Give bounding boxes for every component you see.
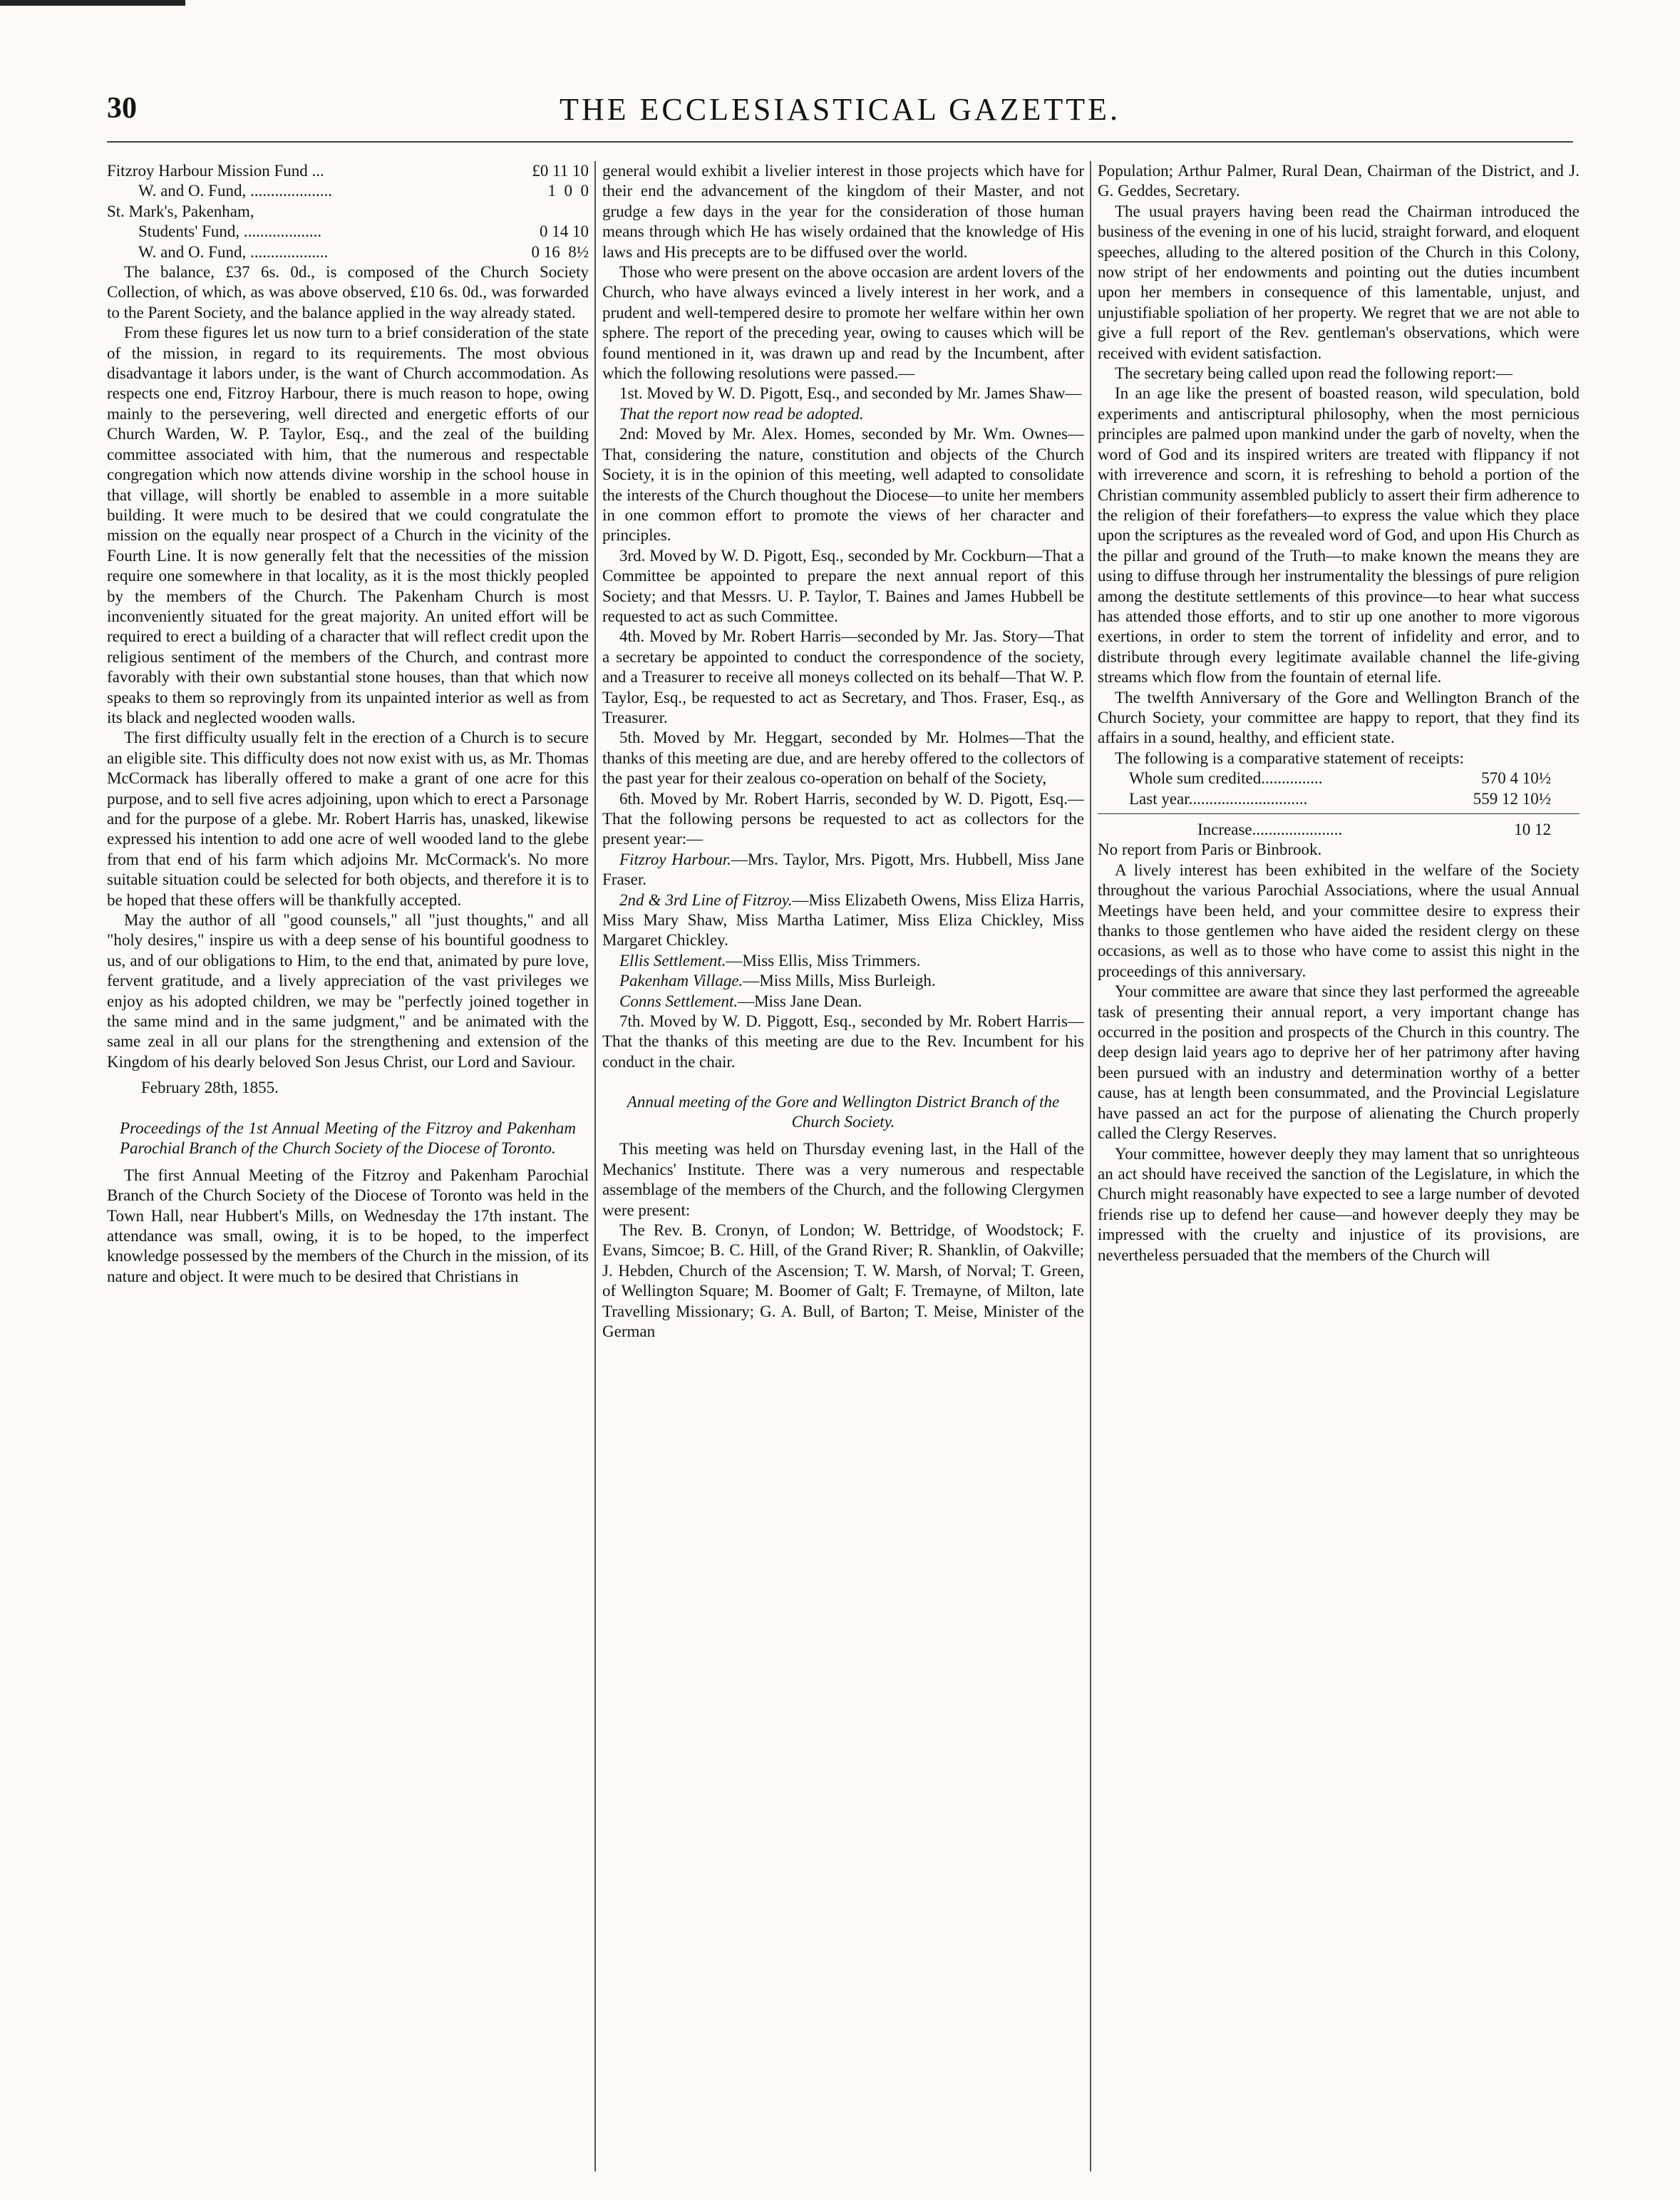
paragraph: The twelfth Anniversary of the Gore and Wellington Branch of the Church Society, your committee are happy to report, that they find its affairs in a sound, healthy, and efficient state. [1098,688,1579,747]
top-rule-mark [0,0,185,6]
fund-amount: 0 16 8½ [531,242,589,261]
page-number: 30 [107,92,137,125]
collector-entry [602,951,1084,971]
paragraph: general would exhibit a livelier interest in those projects which have for their end the advancement of the kingdom of their Master, and not grudge a few days in the year for the consideration of those human means through which He has wisely ordained that the knowledge of His laws and His precepts are to be diffused over the world. [602,162,1084,261]
column-divider [1090,161,1091,2171]
header-rule [107,141,1573,143]
collector-names: —Miss Jane Dean. [738,992,862,1010]
resolution: 4th. Moved by Mr. Robert Harris—seconded by Mr. Jas. Story—That a secretary be appointed to conduct the correspondence of the society, and a Treasurer to receive all moneys collected on its behalf—That W. P. Taylor, Esq., be requested to act as Secretary, and Thos. Fraser, Esq., as Treasurer. [602,627,1084,726]
resolution: 2nd: Moved by Mr. Alex. Homes, seconded by Mr. Wm. Ownes—That, considering the nature, constitution and objects of the Church Society, it is in the opinion of this meeting, well adapted to consolidate the interests of the Church thoughout the Diocese—to unite her members in one common effort to promote the views of her character and principles. [602,425,1084,545]
paragraph: The first difficulty usually felt in the erection of a Church is to secure an eligible site. This difficulty does not now exist with us, as Mr. Thomas McCormack has liberally offered to make a grant of one acre for this purpose, and to sell five acres adjoining, upon which to erect a Parsonage and for the purpose of a glebe. Mr. Robert Harris has, unasked, likewise expressed his intention to add one acre of well wooded land to the glebe from that end of his farm which adjoins Mr. McCormack's. No more suitable situation could be selected for both objects, and therefore it is to be hoped that these offers will be thankfully accepted. [107,729,589,909]
collector-place: Ellis Settlement. [619,951,726,970]
receipt-amount: 559 12 10½ [1473,789,1551,808]
collector-names: —Miss Elizabeth Owens, Miss Eliza Harris, Miss Mary Shaw, Miss Martha Latimer, Miss Eliza Chickley, Miss Margaret Chickley. [602,890,1084,950]
fund-label: St. Mark's, Pakenham, [107,202,254,220]
increase-row [1098,813,1579,840]
paragraph: The first Annual Meeting of the Fitzroy and Pakenham Parochial Branch of the Church Society of the Diocese of Toronto was held in the Town Hall, near Hubbert's Mills, on Wednesday the 17th instant. The attendance was small, owing, it is to be hoped, to the imperfect knowledge possessed by the members of the Church in the mission, of its nature and object. It were much to be desired that Christians in [107,1166,589,1285]
letter-date: February 28th, 1855. [141,1079,279,1097]
receipt-label: Whole sum credited............... [1129,769,1323,788]
collector-entry [602,992,1084,1012]
column-2 [602,161,1084,2171]
paragraph: May the author of all "good counsels," all "just thoughts," and all "holy desires," inspire us with a deep sense of his bountiful goodness to us, and of our obligations to Him, to the end that, animated by pure love, fervent gratitude, and a lively appreciation of the vast privileges we enjoy as his adopted children, we may be "perfectly joined together in the same mind and in the same judgment," and be animated with the same zeal in all our plans for the strengthening and extension of the Kingdom of his dearly beloved Son Jesus Christ, our Lord and Saviour. [107,911,589,1071]
fund-amount: 1 0 0 [547,182,589,200]
receipt-amount: 570 4 10½ [1481,769,1551,788]
paragraph: The secretary being called upon read the following report:— [1115,364,1513,383]
column-1 [107,161,589,2171]
fund-row [107,222,589,242]
column-divider [594,161,596,2171]
paragraph: The Rev. B. Cronyn, of London; W. Bettridge, of Woodstock; F. Evans, Simcoe; B. C. Hill, of the Grand River; R. Shanklin, of Oakville; J. Hebden, Church of the Ascension; T. W. Marsh, of Norval; T. Green, of Wellington Square; M. Boomer of Galt; F. Tremayne, of Milton, late Travelling Missionary; G. A. Bull, of Barton; T. Meise, Minister of the German [602,1220,1084,1340]
paragraph: Those who were present on the above occasion are ardent lovers of the Church, who have always evinced a lively interest in her work, and a prudent and well-tempered desire to promote her welfare within her own sphere. The report of the preceding year, owing to causes which will be found mentioned in it, was drawn up and read by the Incumbent, after which the following resolutions were passed.— [602,263,1084,383]
fund-row [107,242,589,262]
resolution: 6th. Moved by Mr. Robert Harris, seconded by W. D. Pigott, Esq.—That the following persons be requested to act as collectors for the present year:— [602,789,1084,848]
paragraph: Population; Arthur Palmer, Rural Dean, Chairman of the District, and J. G. Geddes, Secretary. [1098,162,1579,200]
resolution: 5th. Moved by Mr. Heggart, seconded by Mr. Holmes—That the thanks of this meeting are due, and are hereby offered to the collectors of the past year for their zealous co-operation on behalf of the Society, [602,729,1084,788]
collector-names: —Miss Ellis, Miss Trimmers. [726,951,921,970]
collector-entry [602,850,1084,890]
paragraph: The following is a comparative statement of receipts: [1115,749,1464,767]
collector-entry [602,890,1084,951]
receipt-row [1098,789,1579,809]
fund-row [107,202,589,222]
receipt-row [1098,769,1579,788]
receipt-label: Last year............................. [1129,789,1308,808]
increase-amount: 10 12 [1514,821,1551,838]
resolution: 7th. Moved by W. D. Piggott, Esq., seconded by Mr. Robert Harris—That the thanks of this meeting are due to the Rev. Incumbent for his conduct in the chair. [602,1012,1084,1071]
section-heading: Proceedings of the 1st Annual Meeting of the Fitzroy and Pakenham Parochial Branch of the Church Society of the Diocese of Toronto. [120,1119,576,1157]
collector-entry [602,971,1084,991]
fund-label: W. and O. Fund, .................... [138,182,332,200]
resolution-text: That the report now read be adopted. [619,404,864,423]
paragraph: A lively interest has been exhibited in the welfare of the Society throughout the various Parochial Associations, where the usual Annual Meetings have been held, and your committee desire to express their thanks to those gentlemen who have aided the resident clergy on these occasions, as well as to those who have come to assist this night in the proceedings of this anniversary. [1098,860,1579,980]
paragraph: The balance, £37 6s. 0d., is composed of the Church Society Collection, of which, as was above observed, £10 6s. 0d., was forwarded to the Parent Society, and the balance applied in the way already stated. [107,263,589,322]
paragraph: This meeting was held on Thursday evening last, in the Hall of the Mechanics' Institute. There was a very numerous and respectable assemblage of the members of the Church, and the following Clergymen were present: [602,1140,1084,1219]
fund-label: Fitzroy Harbour Mission Fund ... [107,162,324,180]
resolution: 1st. Moved by W. D. Pigott, Esq., and seconded by Mr. James Shaw— [619,384,1082,403]
section-heading: Annual meeting of the Gore and Wellington District Branch of the Church Society. [627,1093,1060,1131]
collector-names: —Miss Mills, Miss Burleigh. [743,972,936,990]
collector-place: 2nd & 3rd Line of Fitzroy. [619,890,793,909]
collector-place: Conns Settlement. [619,992,738,1010]
collector-names: —Mrs. Taylor, Mrs. Pigott, Mrs. Hubbell, Miss Jane Fraser. [602,850,1084,889]
fund-amount: 0 14 10 [540,222,589,241]
page-header [107,91,1573,137]
masthead-title: THE ECCLESIASTICAL GAZETTE. [559,92,1121,127]
paragraph: The usual prayers having been read the Chairman introduced the business of the evening in one of his lucid, straight forward, and eloquent speeches, alluding to the altered position of the Church in this Colony, now stript of her endowments and pointing out the duties incumbent upon her members in consequence of this lamentable, unjust, and unjustifiable spoliation of her property. We regret that we are not able to give a full report of the Rev. gentleman's observations, which were received with evident satisfaction. [1098,202,1579,362]
fund-amount: £0 11 10 [532,162,589,180]
fund-label: Students' Fund, ................... [138,222,322,241]
fund-list [107,161,589,262]
paragraph: In an age like the present of boasted reason, wild speculation, bold experiments and antiscriptural philosophy, when the most pernicious principles are palmed upon mankind under the garb of novelty, when the word of God and its inspired writers are treated with flippancy if not with irreverence and scorn, it is refreshing to behold a portion of the Christian community assembled publicly to assert their firm adherence to the religion of their forefathers—to express the value which they place upon the scriptures as the revealed word of God, and upon His Church as the pillar and ground of the Truth—to make known the means they are using to diffuse through her instrumentality the blessings of pure religion among the destitute settlements of this province—to hear what success has attended those efforts, and to stir up one another to more vigorous exertions, in order to stem the torrent of infidelity and error, and to distribute through every legitimate available channel the life-giving streams which flow from the fountain of eternal life. [1098,384,1579,687]
collector-place: Pakenham Village. [619,972,743,990]
receipt-table [1098,769,1579,809]
column-3 [1098,161,1579,2171]
paragraph: From these figures let us now turn to a brief consideration of the state of the mission, in regard to its requirements. The most obvious disadvantage it labors under, is the want of Church accommodation. As respects one end, Fitzroy Harbour, there is much reason to hope, owing mainly to the persevering, well directed and energetic efforts of our Church Warden, W. P. Taylor, Esq., and the zeal of the building committee associated with him, that the numerous and respectable congregation which now attends divine worship in the school house in that village, will shortly be enabled to assemble in a more suitable building. It were much to be desired that we could congratulate the mission on the equally near prospect of a Church in the vicinity of the Fourth Line. It is now generally felt that the necessities of the mission require one somewhere in that locality, as it is the most thickly peopled by the members of the Church. The Pakenham Church is most inconveniently situated for the great majority. An united effort will be required to erect a building of a character that will reflect credit upon the religious sentiment of the members of the Church, and contrast more favorably with their own substantial stone houses, than that which now speaks to them so reprovingly from its unpainted interior as well as from its black and neglected wooden walls. [107,324,589,726]
fund-row [107,161,589,181]
resolution: 3rd. Moved by W. D. Pigott, Esq., seconded by Mr. Cockburn—That a Committee be appointed to prepare the next annual report of this Society; and that Messrs. U. P. Taylor, T. Baines and James Hubbell be requested to act as such Committee. [602,546,1084,625]
fund-row [107,181,589,201]
increase-label: Increase...................... [1197,821,1343,838]
paragraph: Your committee, however deeply they may lament that so unrighteous an act should have received the sanction of the Legislature, in which the Church might reasonably have expected to see a large number of devoted friends rise up to defend her cause—and however deeply they may be impressed with the cruelty and injustice of its provisions, are nevertheless persuaded that the members of the Church will [1098,1144,1579,1264]
collector-place: Fitzroy Harbour. [619,850,731,868]
paragraph: Your committee are aware that since they last performed the agreeable task of presenting their annual report, a very important change has occurred in the position and prospects of the Church in this country. The deep design laid years ago to deprive her of her patrimony after having been pursued with an industry and determination worthy of a better cause, has at length been consummated, and the Provincial Legislature have passed an act for the purpose of alienating the Church properly called the Clergy Reserves. [1098,982,1579,1143]
paragraph: No report from Paris or Binbrook. [1098,841,1322,859]
fund-label: W. and O. Fund, ................... [138,242,329,261]
